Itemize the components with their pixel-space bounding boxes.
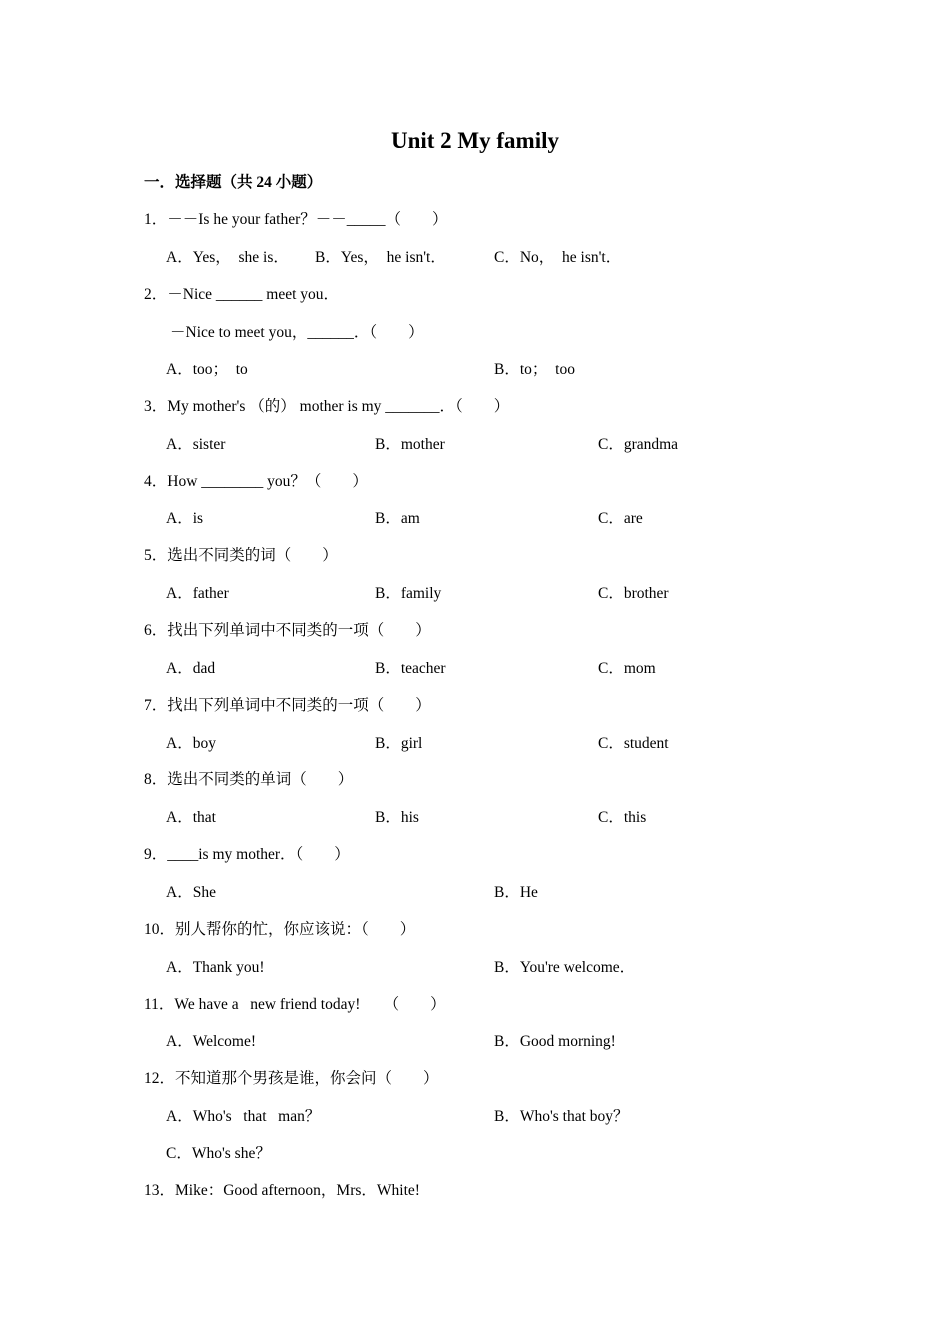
option-c: C．mom bbox=[598, 660, 656, 677]
option-a: A．boy bbox=[166, 735, 216, 752]
question-stem: 2．－Nice ______ meet you． bbox=[144, 286, 340, 303]
question-stem: 12．不知道那个男孩是谁，你会问（ ） bbox=[144, 1070, 439, 1087]
section-heading: 一．选择题（共 24 小题） bbox=[144, 174, 323, 191]
option-a: A．Welcome! bbox=[166, 1033, 256, 1050]
question-stem: 9．____is my mother．（ ） bbox=[144, 846, 350, 863]
option-b: B．family bbox=[375, 585, 442, 602]
option-a: A．father bbox=[166, 585, 229, 602]
question-stem: 4．How ________ you？（ ） bbox=[144, 473, 368, 490]
option-a: A．She bbox=[166, 884, 216, 901]
question-stem: 6．找出下列单词中不同类的一项（ ） bbox=[144, 622, 431, 639]
option-b: B．Yes， he isn't． bbox=[315, 249, 446, 266]
option-b: B．Good morning! bbox=[494, 1033, 616, 1050]
option-a: A．Who's that man？ bbox=[166, 1108, 321, 1125]
page-title: Unit 2 My family bbox=[390, 128, 559, 153]
option-c: C．Who's she？ bbox=[166, 1145, 271, 1162]
question-stem: 3．My mother's （的） mother is my _______．（ ） bbox=[144, 398, 510, 415]
option-a: A．Thank you! bbox=[166, 959, 265, 976]
option-c: C．No， he isn't． bbox=[494, 249, 622, 266]
option-b: B．mother bbox=[375, 436, 445, 453]
option-b: B．girl bbox=[375, 735, 423, 752]
question-stem: 10．别人帮你的忙，你应该说：（ ） bbox=[144, 921, 416, 938]
question-stem: 11．We have a new friend today! （ ） bbox=[144, 996, 446, 1013]
option-a: A．sister bbox=[166, 436, 226, 453]
option-b: B．He bbox=[494, 884, 538, 901]
question-stem: 5．选出不同类的词（ ） bbox=[144, 547, 338, 564]
option-c: C．are bbox=[598, 510, 643, 527]
option-c: C．brother bbox=[598, 585, 669, 602]
option-b: B．teacher bbox=[375, 660, 446, 677]
option-b: B．You're welcome． bbox=[494, 959, 636, 976]
option-c: C．student bbox=[598, 735, 669, 752]
question-stem: 7．找出下列单词中不同类的一项（ ） bbox=[144, 697, 431, 714]
option-a: A．Yes， she is． bbox=[166, 249, 289, 266]
option-a: A．too； to bbox=[166, 361, 248, 378]
option-a: A．that bbox=[166, 809, 216, 826]
question-stem: 1．－－Is he your father？－－_____（ ） bbox=[144, 211, 448, 228]
option-c: C．grandma bbox=[598, 436, 679, 453]
option-b: B．to； too bbox=[494, 361, 575, 378]
option-a: A．is bbox=[166, 510, 204, 527]
option-b: B．his bbox=[375, 809, 419, 826]
option-b: B．am bbox=[375, 510, 420, 527]
question-stem: 13．Mike：Good afternoon，Mrs．White! bbox=[144, 1182, 420, 1199]
question-stem: 8．选出不同类的单词（ ） bbox=[144, 771, 354, 788]
option-a: A．dad bbox=[166, 660, 216, 677]
option-c: C．this bbox=[598, 809, 647, 826]
option-b: B．Who's that boy？ bbox=[494, 1108, 629, 1125]
question-stem-continued: －Nice to meet you，______．（ ） bbox=[170, 324, 424, 341]
